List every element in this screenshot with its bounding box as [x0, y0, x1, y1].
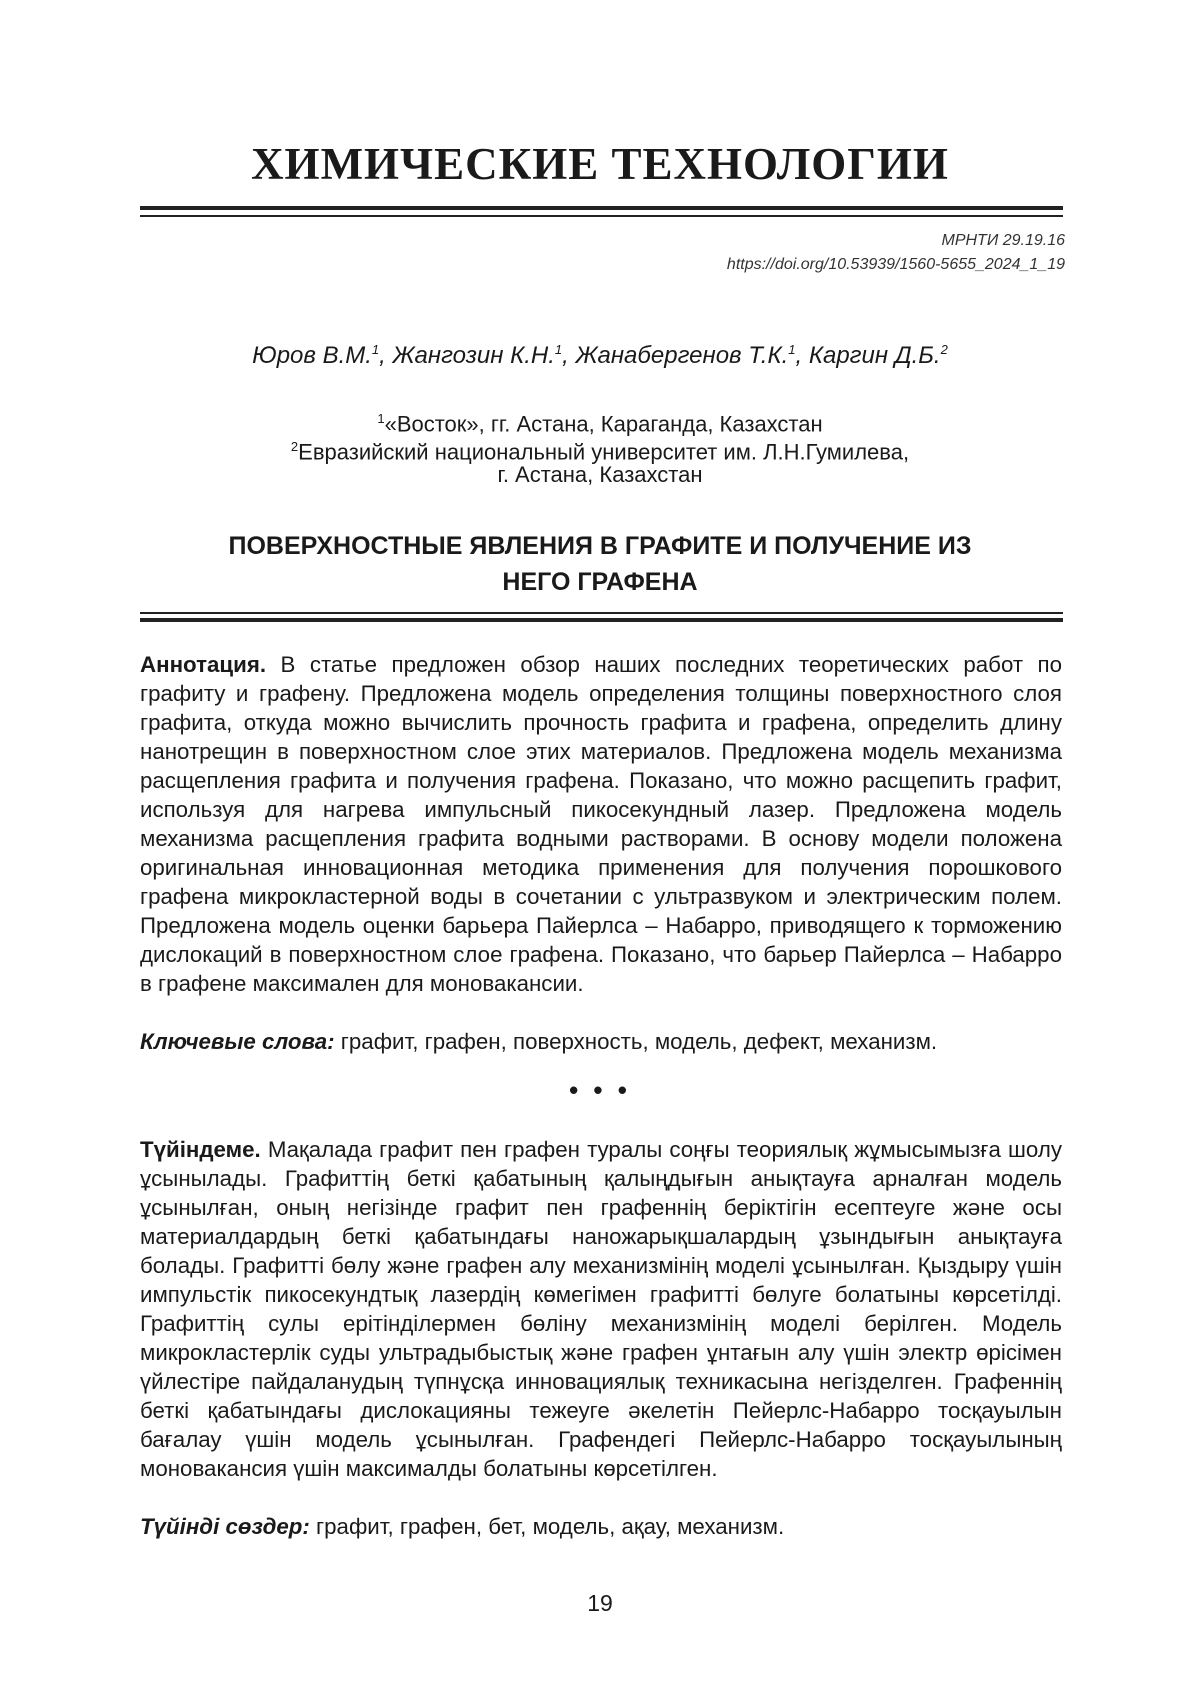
article-title-line: ПОВЕРХНОСТНЫЕ ЯВЛЕНИЯ В ГРАФИТЕ И ПОЛУЧЕНИЕ ИЗ: [228, 532, 972, 560]
author-name: Юров В.М.: [252, 342, 372, 369]
annotation-keywords: [140, 1027, 1062, 1056]
title-rule-thin: [140, 612, 1063, 614]
author-affil-mark: 1: [788, 342, 796, 357]
affil-text: Евразийский национальный университет им. Л.Н.Гумилева,: [298, 439, 910, 465]
kazakh-summary-text: Мақалада графит пен графен туралы соңғы теориялық жұмысымызға шолу ұсынылады. Графиттің беткі қабатының қалыңдығын анықтауға арналған модель ұсынылған, оның негізінде графит пен графеннің беріктігін есептеуге және осы материалдардың беткі қабатындағы наножарықшалардың ұзындығын анықтауға болады. Графитті бөлу және графен алу механизмінің моделі ұсынылған. Қыздыру үшін импульстік пикосекундтық лазердің көмегімен графитті бөлуге болатыны көрсетілді. Графиттің сулы ерітінділермен бөліну механизмінің моделі берілген. Модель микрокластерлік суды ультрадыбыстық және графен ұнтағын алу үшін электр өрісімен үйлестіре пайдаланудың түпнұсқа инновациялық техникасына негізделген. Графеннің беткі қабатындағы дислокацияны тежеуге әкелетін Пейерлс-Набарро тосқауылын бағалау үшін модель ұсынылған. Графендегі Пейерлс-Набарро тосқауылының моновакансия үшін максималды болатыны көрсетілген.: [140, 1137, 1062, 1481]
header-rule-thick: [140, 206, 1063, 210]
article-title-line: НЕГО ГРАФЕНА: [502, 568, 698, 596]
title-rule-thick: [140, 618, 1063, 622]
author-separator: ,: [795, 342, 809, 369]
article-title: [150, 528, 1050, 600]
author-name: Жангозин К.Н.: [392, 342, 555, 369]
annotation-text: В статье предложен обзор наших последних теоретических работ по графиту и графену. Предложена модель определения толщины поверхностного слоя графита, откуда можно вычислить прочность графита и графена, определить длину нанотрещин в поверхностном слое этих материалов. Предложена модель механизма расщепления графита и получения графена. Показано, что можно расщепить графит, используя для нагрева импульсный пикосекундный лазер. Предложена модель механизма расщепления графита водными растворами. В основу модели положена оригинальная инновационная методика применения для получения порошкового графена микрокластерной воды в сочетании с ультразвуком и электрическим полем. Предложена модель оценки барьера Пайерлса – Набарро, приводящего к торможению дислокаций в поверхностном слое графена. Показано, что барьер Пайерлса – Набарро в графене максимален для моновакансии.: [140, 652, 1062, 996]
author-affil-mark: 2: [940, 342, 948, 357]
mrnti-code: МРНТИ 29.19.16: [941, 232, 1065, 249]
header-rule-thin: [140, 215, 1063, 217]
kazakh-keywords: [140, 1512, 1062, 1541]
section-separator: • • •: [569, 1075, 631, 1105]
author-list: [140, 342, 1060, 370]
keywords-text: графит, графен, бет, модель, ақау, механизм.: [309, 1514, 785, 1539]
author-affil-mark: 1: [371, 342, 380, 357]
affil-mark: 2: [290, 439, 299, 454]
keywords-text: графит, графен, поверхность, модель, дефект, механизм.: [334, 1029, 938, 1054]
page-number: 19: [587, 1590, 613, 1616]
annotation-label: Аннотация.: [140, 652, 267, 677]
author-name: Каргин Д.Б.: [808, 342, 941, 369]
kazakh-summary-paragraph: [140, 1135, 1062, 1483]
doi-link[interactable]: https://doi.org/10.53939/1560-5655_2024_1_19: [726, 256, 1065, 273]
keywords-label: Ключевые слова:: [140, 1029, 335, 1054]
affil-mark: 1: [377, 411, 385, 426]
annotation-paragraph: [140, 650, 1062, 998]
author-separator: ,: [562, 342, 576, 369]
author-separator: ,: [379, 342, 393, 369]
author-affil-mark: 1: [554, 342, 563, 357]
affil-text: «Восток», гг. Астана, Караганда, Казахстан: [384, 411, 823, 437]
affiliation-2-city: г. Астана, Казахстан: [497, 462, 703, 487]
kazakh-summary-label: Түйіндеме.: [140, 1137, 261, 1162]
author-name: Жанабергенов Т.К.: [575, 342, 789, 369]
keywords-label: Түйінді сөздер:: [140, 1514, 310, 1539]
section-title: ХИМИЧЕСКИЕ ТЕХНОЛОГИИ: [251, 139, 949, 189]
